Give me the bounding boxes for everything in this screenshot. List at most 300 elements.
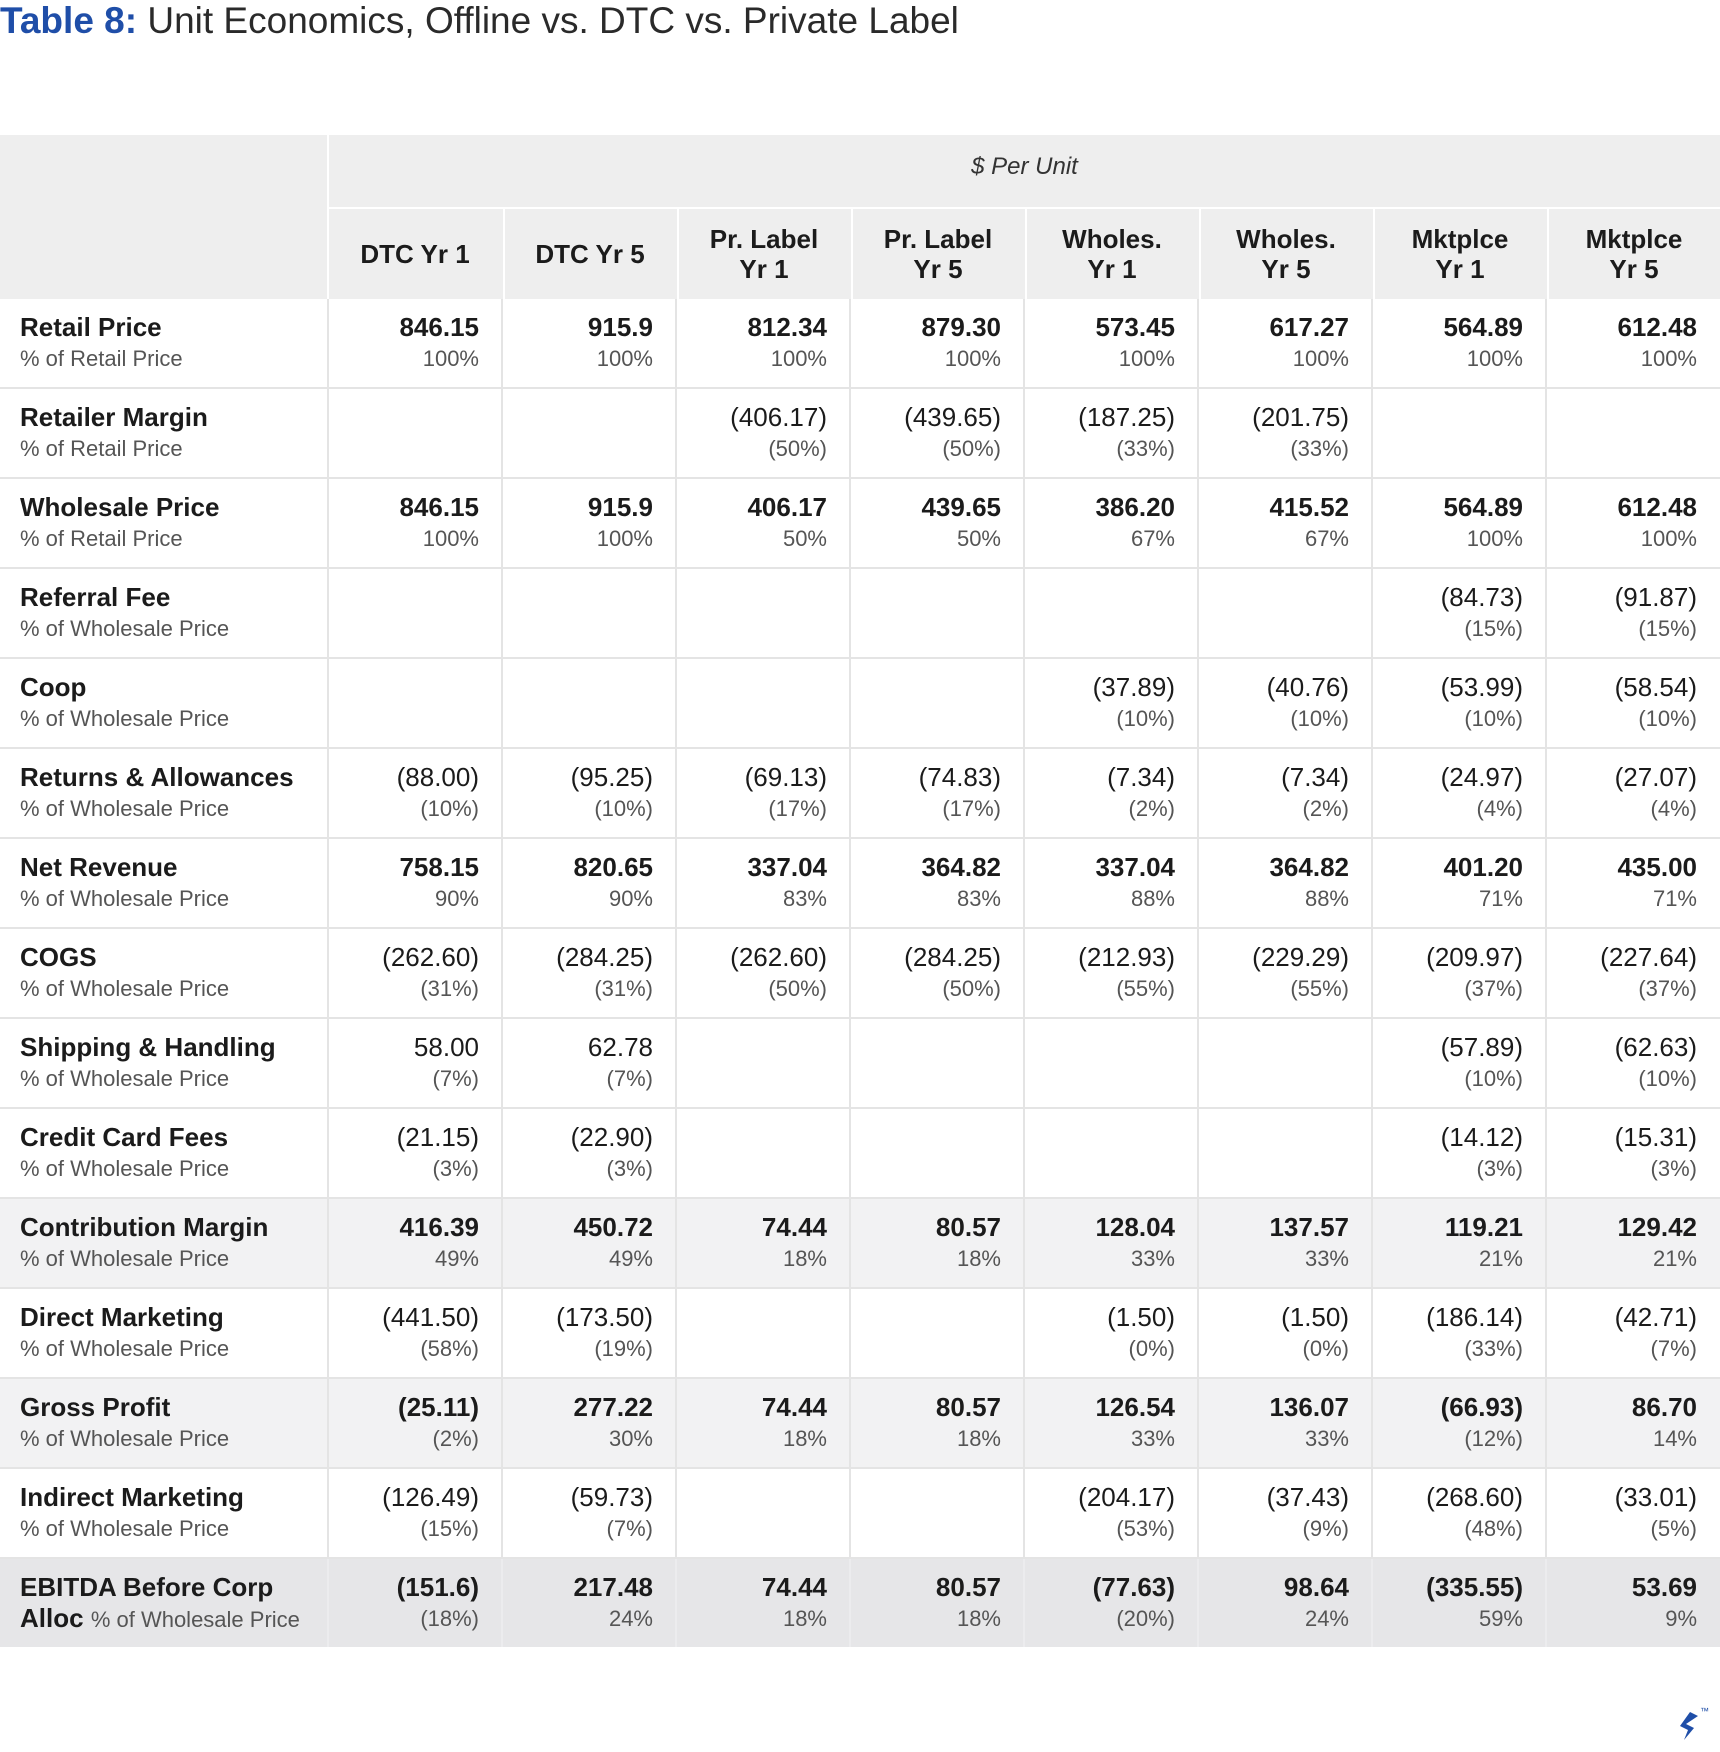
cell-value: 915.9 bbox=[587, 492, 653, 522]
cell-value: 416.39 bbox=[399, 1212, 479, 1242]
cell-value: (58.54) bbox=[1614, 672, 1697, 702]
cell-value: (262.60) bbox=[730, 942, 827, 972]
row-label-main: Shipping & Handling bbox=[20, 1032, 276, 1062]
table-title-text: Unit Economics, Offline vs. DTC vs. Private Label bbox=[137, 0, 959, 41]
column-divider bbox=[1023, 1109, 1025, 1197]
cell-value: 401.20 bbox=[1443, 852, 1523, 882]
column-divider bbox=[849, 1019, 851, 1107]
table-row bbox=[0, 1019, 1720, 1109]
table-cell bbox=[1537, 1572, 1697, 1634]
cell-percent: (33%) bbox=[1116, 436, 1175, 461]
table-cell bbox=[1189, 1302, 1349, 1364]
cell-value: (268.60) bbox=[1426, 1482, 1523, 1512]
toptal-logo-icon bbox=[1668, 1702, 1712, 1746]
cell-percent: (2%) bbox=[1128, 796, 1175, 821]
cell-percent: (33%) bbox=[1464, 1336, 1523, 1361]
table-cell bbox=[1363, 672, 1523, 734]
column-divider bbox=[1197, 569, 1199, 657]
row-label-sub: % of Wholesale Price bbox=[20, 1156, 230, 1181]
row-label bbox=[20, 672, 325, 734]
cell-percent: 100% bbox=[596, 526, 653, 551]
table-cell bbox=[493, 1212, 653, 1274]
table-row bbox=[0, 929, 1720, 1019]
cell-percent: 100% bbox=[944, 346, 1001, 371]
table-cell bbox=[1363, 1482, 1523, 1544]
cell-value: (335.55) bbox=[1426, 1572, 1523, 1602]
table-cell bbox=[493, 312, 653, 374]
cell-percent: (0%) bbox=[1302, 1336, 1349, 1361]
cell-value: 98.64 bbox=[1283, 1572, 1349, 1602]
trademark-mark: ™ bbox=[1700, 1706, 1709, 1716]
column-divider bbox=[1371, 389, 1373, 477]
cell-percent: 24% bbox=[1304, 1606, 1349, 1631]
table-cell bbox=[667, 492, 827, 554]
cell-value: 74.44 bbox=[761, 1392, 827, 1422]
cell-percent: (17%) bbox=[942, 796, 1001, 821]
column-divider bbox=[1023, 569, 1025, 657]
cell-value: (21.15) bbox=[396, 1122, 479, 1152]
table-cell bbox=[1363, 852, 1523, 914]
cell-value: (229.29) bbox=[1252, 942, 1349, 972]
row-label-main: Retail Price bbox=[20, 312, 162, 342]
table-cell bbox=[1015, 672, 1175, 734]
cell-percent: (5%) bbox=[1650, 1516, 1697, 1541]
table-cell bbox=[1537, 852, 1697, 914]
row-label-sub: % of Retail Price bbox=[20, 526, 183, 551]
cell-value: 119.21 bbox=[1444, 1212, 1523, 1242]
row-label bbox=[20, 402, 325, 464]
table-cell bbox=[841, 762, 1001, 824]
table-cell bbox=[1015, 1212, 1175, 1274]
column-divider bbox=[849, 659, 851, 747]
table-cell bbox=[1537, 1392, 1697, 1454]
row-label bbox=[20, 762, 325, 824]
cell-value: (209.97) bbox=[1426, 942, 1523, 972]
cell-value: (74.83) bbox=[918, 762, 1001, 792]
column-divider bbox=[501, 569, 503, 657]
row-label-sub: % of Wholesale Price bbox=[90, 1607, 300, 1632]
cell-percent: 100% bbox=[1466, 526, 1523, 551]
cell-percent: 33% bbox=[1304, 1426, 1349, 1451]
column-header: Wholes. Yr 5 bbox=[1199, 209, 1371, 299]
table-cell bbox=[1189, 1392, 1349, 1454]
cell-percent: 33% bbox=[1130, 1426, 1175, 1451]
cell-percent: (19%) bbox=[594, 1336, 653, 1361]
table-cell bbox=[841, 1572, 1001, 1634]
cell-value: (227.64) bbox=[1600, 942, 1697, 972]
row-label-sub: % of Wholesale Price bbox=[20, 1246, 230, 1271]
table-cell bbox=[1537, 1032, 1697, 1094]
table-cell bbox=[493, 852, 653, 914]
cell-value: 612.48 bbox=[1617, 492, 1697, 522]
table-cell bbox=[1537, 312, 1697, 374]
table-cell bbox=[1537, 492, 1697, 554]
column-divider bbox=[675, 659, 677, 747]
cell-percent: (53%) bbox=[1116, 1516, 1175, 1541]
cell-percent: (37%) bbox=[1464, 976, 1523, 1001]
row-label-main: Coop bbox=[20, 672, 87, 702]
cell-percent: 49% bbox=[608, 1246, 653, 1271]
cell-percent: (7%) bbox=[432, 1066, 479, 1091]
row-label-sub: % of Wholesale Price bbox=[20, 886, 230, 911]
table-cell bbox=[841, 852, 1001, 914]
table-cell bbox=[319, 1302, 479, 1364]
cell-percent: 24% bbox=[608, 1606, 653, 1631]
table-cell bbox=[1189, 402, 1349, 464]
cell-percent: (3%) bbox=[606, 1156, 653, 1181]
cell-value: (42.71) bbox=[1614, 1302, 1697, 1332]
table-cell bbox=[1189, 852, 1349, 914]
table-cell bbox=[1537, 1212, 1697, 1274]
cell-percent: (10%) bbox=[1464, 1066, 1523, 1091]
cell-value: 573.45 bbox=[1095, 312, 1175, 342]
column-header: Pr. Label Yr 1 bbox=[677, 209, 849, 299]
cell-value: 846.15 bbox=[399, 492, 479, 522]
cell-value: (284.25) bbox=[904, 942, 1001, 972]
cell-percent: 33% bbox=[1130, 1246, 1175, 1271]
table-cell bbox=[841, 402, 1001, 464]
table-cell bbox=[1537, 1302, 1697, 1364]
cell-percent: (37%) bbox=[1638, 976, 1697, 1001]
cell-value: (204.17) bbox=[1078, 1482, 1175, 1512]
row-label-main: Credit Card Fees bbox=[20, 1122, 229, 1152]
column-header: Wholes. Yr 1 bbox=[1025, 209, 1197, 299]
table-row bbox=[0, 659, 1720, 749]
cell-value: (441.50) bbox=[382, 1302, 479, 1332]
cell-percent: 88% bbox=[1304, 886, 1349, 911]
cell-percent: (7%) bbox=[606, 1066, 653, 1091]
table-cell bbox=[667, 852, 827, 914]
cell-percent: (4%) bbox=[1650, 796, 1697, 821]
table-cell bbox=[1363, 492, 1523, 554]
table-cell bbox=[1189, 1572, 1349, 1634]
row-label bbox=[20, 1302, 325, 1364]
row-label bbox=[20, 942, 325, 1004]
cell-percent: 18% bbox=[956, 1606, 1001, 1631]
cell-percent: (48%) bbox=[1464, 1516, 1523, 1541]
cell-percent: 88% bbox=[1130, 886, 1175, 911]
table-cell bbox=[1015, 312, 1175, 374]
cell-value: (186.14) bbox=[1426, 1302, 1523, 1332]
cell-percent: (10%) bbox=[1290, 706, 1349, 731]
cell-percent: (2%) bbox=[432, 1426, 479, 1451]
cell-percent: 18% bbox=[956, 1426, 1001, 1451]
cell-value: 450.72 bbox=[573, 1212, 653, 1242]
table-cell bbox=[1363, 312, 1523, 374]
cell-percent: 14% bbox=[1652, 1426, 1697, 1451]
cell-percent: 18% bbox=[782, 1426, 827, 1451]
table-cell bbox=[1015, 1482, 1175, 1544]
table-cell bbox=[319, 942, 479, 1004]
cell-value: 439.65 bbox=[921, 492, 1001, 522]
cell-value: (201.75) bbox=[1252, 402, 1349, 432]
cell-percent: (2%) bbox=[1302, 796, 1349, 821]
table-cell bbox=[667, 1392, 827, 1454]
cell-value: (212.93) bbox=[1078, 942, 1175, 972]
cell-percent: (10%) bbox=[594, 796, 653, 821]
table-cell bbox=[319, 312, 479, 374]
column-header: Mktplce Yr 5 bbox=[1547, 209, 1719, 299]
row-label-main: Indirect Marketing bbox=[20, 1482, 244, 1512]
column-divider bbox=[327, 659, 329, 747]
cell-percent: 18% bbox=[956, 1246, 1001, 1271]
table-cell bbox=[319, 1572, 479, 1634]
table-row bbox=[0, 299, 1720, 389]
cell-percent: 59% bbox=[1478, 1606, 1523, 1631]
cell-percent: 21% bbox=[1478, 1246, 1523, 1271]
table-cell bbox=[1363, 1032, 1523, 1094]
row-label-main: Direct Marketing bbox=[20, 1302, 224, 1332]
cell-percent: (50%) bbox=[942, 436, 1001, 461]
cell-value: (173.50) bbox=[556, 1302, 653, 1332]
cell-percent: (50%) bbox=[768, 976, 827, 1001]
cell-percent: (15%) bbox=[420, 1516, 479, 1541]
table-row bbox=[0, 569, 1720, 659]
table-cell bbox=[841, 942, 1001, 1004]
cell-percent: (10%) bbox=[1116, 706, 1175, 731]
row-label-sub: % of Wholesale Price bbox=[20, 1066, 230, 1091]
row-label-sub: % of Retail Price bbox=[20, 436, 183, 461]
table-row bbox=[0, 1559, 1720, 1647]
table-cell bbox=[667, 1212, 827, 1274]
table-row bbox=[0, 839, 1720, 929]
cell-value: 62.78 bbox=[587, 1032, 653, 1062]
column-divider bbox=[849, 1469, 851, 1557]
cell-value: 406.17 bbox=[747, 492, 827, 522]
cell-percent: (4%) bbox=[1476, 796, 1523, 821]
cell-value: 435.00 bbox=[1617, 852, 1697, 882]
cell-value: 58.00 bbox=[413, 1032, 479, 1062]
row-label bbox=[20, 1122, 325, 1184]
table-cell bbox=[319, 492, 479, 554]
table-cell bbox=[1189, 1482, 1349, 1544]
cell-percent: 18% bbox=[782, 1246, 827, 1271]
cell-percent: 50% bbox=[782, 526, 827, 551]
cell-value: (187.25) bbox=[1078, 402, 1175, 432]
table-cell bbox=[1363, 582, 1523, 644]
table-cell bbox=[1363, 942, 1523, 1004]
cell-percent: (55%) bbox=[1290, 976, 1349, 1001]
cell-value: 415.52 bbox=[1269, 492, 1349, 522]
row-label bbox=[20, 1392, 325, 1454]
table-row bbox=[0, 1379, 1720, 1469]
table-cell bbox=[319, 1032, 479, 1094]
cell-percent: 9% bbox=[1665, 1606, 1697, 1631]
row-label bbox=[20, 1212, 325, 1274]
cell-percent: (50%) bbox=[942, 976, 1001, 1001]
row-label-main: EBITDA Before Corp Alloc bbox=[20, 1572, 274, 1633]
row-label bbox=[20, 852, 325, 914]
column-divider bbox=[1023, 1019, 1025, 1107]
row-label bbox=[20, 582, 325, 644]
table-cell bbox=[1363, 1122, 1523, 1184]
cell-percent: (7%) bbox=[1650, 1336, 1697, 1361]
cell-percent: (3%) bbox=[1476, 1156, 1523, 1181]
cell-percent: (18%) bbox=[420, 1606, 479, 1631]
table-cell bbox=[667, 942, 827, 1004]
cell-value: 820.65 bbox=[573, 852, 653, 882]
column-divider bbox=[501, 389, 503, 477]
table-row bbox=[0, 1469, 1720, 1559]
table-cell bbox=[493, 1482, 653, 1544]
table-cell bbox=[319, 1482, 479, 1544]
column-divider bbox=[1197, 1109, 1199, 1197]
cell-value: 80.57 bbox=[935, 1212, 1001, 1242]
cell-value: 74.44 bbox=[761, 1572, 827, 1602]
cell-value: 337.04 bbox=[1095, 852, 1175, 882]
cell-value: (95.25) bbox=[570, 762, 653, 792]
table-cell bbox=[1189, 672, 1349, 734]
cell-percent: 50% bbox=[956, 526, 1001, 551]
column-divider bbox=[675, 1019, 677, 1107]
table-body bbox=[0, 299, 1720, 1647]
table-cell bbox=[1015, 762, 1175, 824]
row-label-sub: % of Wholesale Price bbox=[20, 976, 230, 1001]
table-cell bbox=[667, 1572, 827, 1634]
column-divider bbox=[675, 569, 677, 657]
table-cell bbox=[493, 1572, 653, 1634]
table-cell bbox=[319, 852, 479, 914]
cell-value: (59.73) bbox=[570, 1482, 653, 1512]
column-divider bbox=[327, 389, 329, 477]
cell-value: 564.89 bbox=[1443, 492, 1523, 522]
cell-value: 337.04 bbox=[747, 852, 827, 882]
cell-value: 758.15 bbox=[399, 852, 479, 882]
table-cell bbox=[1537, 1122, 1697, 1184]
table-cell bbox=[493, 1032, 653, 1094]
column-divider bbox=[675, 1289, 677, 1377]
cell-value: (66.93) bbox=[1440, 1392, 1523, 1422]
cell-percent: 100% bbox=[1292, 346, 1349, 371]
table-cell bbox=[493, 942, 653, 1004]
cell-value: (53.99) bbox=[1440, 672, 1523, 702]
table-cell bbox=[1189, 312, 1349, 374]
cell-percent: 18% bbox=[782, 1606, 827, 1631]
cell-value: 612.48 bbox=[1617, 312, 1697, 342]
cell-value: 80.57 bbox=[935, 1572, 1001, 1602]
column-divider bbox=[327, 569, 329, 657]
cell-value: (284.25) bbox=[556, 942, 653, 972]
table-cell bbox=[493, 1302, 653, 1364]
table-cell bbox=[1015, 1392, 1175, 1454]
table-cell bbox=[493, 1122, 653, 1184]
cell-percent: 100% bbox=[1118, 346, 1175, 371]
cell-percent: 49% bbox=[434, 1246, 479, 1271]
cell-value: 136.07 bbox=[1269, 1392, 1349, 1422]
table-cell bbox=[667, 762, 827, 824]
table-cell bbox=[319, 1392, 479, 1454]
table-cell bbox=[1363, 1572, 1523, 1634]
cell-value: (25.11) bbox=[398, 1392, 479, 1422]
row-label-sub: % of Wholesale Price bbox=[20, 1336, 230, 1361]
table-row bbox=[0, 389, 1720, 479]
cell-percent: (58%) bbox=[420, 1336, 479, 1361]
table-cell bbox=[1537, 762, 1697, 824]
table-cell bbox=[1015, 402, 1175, 464]
cell-percent: 90% bbox=[434, 886, 479, 911]
cell-value: 364.82 bbox=[921, 852, 1001, 882]
cell-percent: 100% bbox=[1466, 346, 1523, 371]
cell-percent: 100% bbox=[770, 346, 827, 371]
table-cell bbox=[841, 1392, 1001, 1454]
table-cell bbox=[319, 762, 479, 824]
cell-percent: 100% bbox=[1640, 346, 1697, 371]
cell-value: (7.34) bbox=[1281, 762, 1349, 792]
cell-value: (14.12) bbox=[1440, 1122, 1523, 1152]
cell-value: (22.90) bbox=[570, 1122, 653, 1152]
row-label-main: Returns & Allowances bbox=[20, 762, 294, 792]
cell-value: (33.01) bbox=[1614, 1482, 1697, 1512]
cell-percent: (7%) bbox=[606, 1516, 653, 1541]
cell-value: (37.89) bbox=[1092, 672, 1175, 702]
table-cell bbox=[1363, 1212, 1523, 1274]
table-cell bbox=[841, 492, 1001, 554]
cell-percent: 100% bbox=[422, 526, 479, 551]
cell-value: 217.48 bbox=[573, 1572, 653, 1602]
cell-percent: 33% bbox=[1304, 1246, 1349, 1271]
table-row bbox=[0, 479, 1720, 569]
group-header: $ Per Unit bbox=[329, 135, 1720, 209]
row-label bbox=[20, 1482, 325, 1544]
table-row bbox=[0, 749, 1720, 839]
row-label-main: Gross Profit bbox=[20, 1392, 171, 1422]
table-cell bbox=[1537, 1482, 1697, 1544]
cell-percent: (31%) bbox=[594, 976, 653, 1001]
table-cell bbox=[1189, 762, 1349, 824]
row-label-main: Retailer Margin bbox=[20, 402, 208, 432]
cell-percent: (20%) bbox=[1116, 1606, 1175, 1631]
table-cell bbox=[493, 492, 653, 554]
cell-value: (40.76) bbox=[1266, 672, 1349, 702]
table-cell bbox=[493, 1392, 653, 1454]
cell-percent: (9%) bbox=[1302, 1516, 1349, 1541]
cell-percent: 67% bbox=[1304, 526, 1349, 551]
cell-value: 915.9 bbox=[587, 312, 653, 342]
cell-value: (57.89) bbox=[1440, 1032, 1523, 1062]
cell-percent: (3%) bbox=[1650, 1156, 1697, 1181]
cell-percent: 100% bbox=[1640, 526, 1697, 551]
cell-percent: (50%) bbox=[768, 436, 827, 461]
table-row bbox=[0, 1109, 1720, 1199]
cell-value: (37.43) bbox=[1266, 1482, 1349, 1512]
table-cell bbox=[319, 1122, 479, 1184]
cell-percent: (10%) bbox=[420, 796, 479, 821]
cell-value: (24.97) bbox=[1440, 762, 1523, 792]
cell-percent: 83% bbox=[956, 886, 1001, 911]
table-title bbox=[0, 0, 1700, 44]
column-divider bbox=[1197, 1019, 1199, 1107]
table-cell bbox=[1189, 1212, 1349, 1274]
row-label-main: Net Revenue bbox=[20, 852, 178, 882]
column-divider bbox=[849, 1289, 851, 1377]
cell-value: (62.63) bbox=[1614, 1032, 1697, 1062]
table-cell bbox=[1363, 1302, 1523, 1364]
cell-value: 80.57 bbox=[935, 1392, 1001, 1422]
table-cell bbox=[1537, 942, 1697, 1004]
cell-percent: 90% bbox=[608, 886, 653, 911]
row-label-sub: % of Wholesale Price bbox=[20, 796, 230, 821]
cell-percent: (17%) bbox=[768, 796, 827, 821]
cell-percent: 30% bbox=[608, 1426, 653, 1451]
cell-value: 53.69 bbox=[1631, 1572, 1697, 1602]
table-cell bbox=[841, 1212, 1001, 1274]
column-header: DTC Yr 5 bbox=[503, 209, 675, 299]
cell-value: (151.6) bbox=[396, 1572, 479, 1602]
cell-percent: (12%) bbox=[1464, 1426, 1523, 1451]
cell-percent: (3%) bbox=[432, 1156, 479, 1181]
cell-percent: 100% bbox=[596, 346, 653, 371]
table-cell bbox=[1015, 1302, 1175, 1364]
